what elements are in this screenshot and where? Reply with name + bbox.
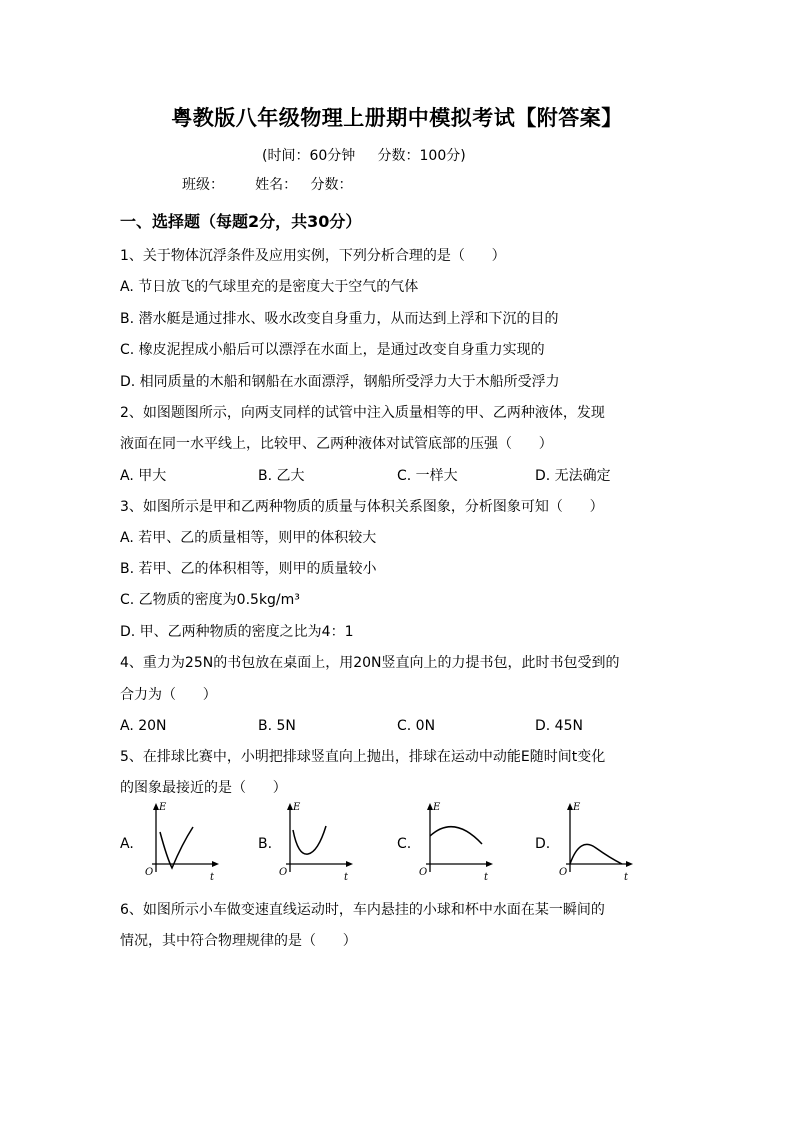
x-axis-arrow xyxy=(486,861,493,867)
q5-stem-line2: 的图象最接近的是（ ） xyxy=(120,780,287,796)
energy-curve xyxy=(430,827,482,844)
q6-stem-line2: 情况，其中符合物理规律的是（ ） xyxy=(120,933,357,949)
q4-option-d: D. 45N xyxy=(535,718,583,734)
q5-option-c-label: C. xyxy=(397,836,412,852)
origin-label: O xyxy=(559,867,568,878)
q4-stem-line1: 4、重力为25N的书包放在桌面上，用20N竖直向上的力提书包，此时书包受到的 xyxy=(120,655,620,671)
q3-stem: 3、如图所示是甲和乙两种物质的质量与体积关系图象，分析图象可知（ ） xyxy=(120,499,604,515)
q5-graph-d xyxy=(556,800,636,882)
axis-label-e: E xyxy=(293,802,301,813)
q2-option-c: C. 一样大 xyxy=(397,468,458,484)
origin-label: O xyxy=(279,867,288,878)
section-heading: 一、选择题（每题2分，共30分） xyxy=(120,212,362,231)
q2-option-d: D. 无法确定 xyxy=(535,468,611,484)
q3-option-c: C. 乙物质的密度为0.5kg/m³ xyxy=(120,592,300,608)
origin-label: O xyxy=(419,867,428,878)
energy-curve xyxy=(570,844,622,864)
q5-option-b-label: B. xyxy=(258,836,273,852)
q1-option-a: A. 节日放飞的气球里充的是密度大于空气的气体 xyxy=(120,279,419,295)
q2-stem-line1: 2、如图题图所示，向两支同样的试管中注入质量相等的甲、乙两种液体，发现 xyxy=(120,405,605,421)
axis-label-t: t xyxy=(210,872,215,883)
exam-subtitle: (时间：60分钟 分数：100分) xyxy=(262,148,466,164)
x-axis-arrow xyxy=(212,861,219,867)
axis-label-t: t xyxy=(484,872,489,883)
axis-label-e: E xyxy=(433,802,441,813)
q2-stem-line2: 液面在同一水平线上，比较甲、乙两种液体对试管底部的压强（ ） xyxy=(120,436,553,452)
q1-option-d: D. 相同质量的木船和钢船在水面漂浮，钢船所受浮力大于木船所受浮力 xyxy=(120,374,560,390)
q3-option-d: D. 甲、乙两种物质的密度之比为4：1 xyxy=(120,624,354,640)
q3-option-b: B. 若甲、乙的体积相等，则甲的质量较小 xyxy=(120,561,377,577)
q5-graph-b xyxy=(276,800,356,882)
student-info-line: 班级： 姓名： 分数： xyxy=(182,177,353,193)
q4-option-a: A. 20N xyxy=(120,718,167,734)
q2-option-a: A. 甲大 xyxy=(120,468,167,484)
q5-graph-a xyxy=(142,800,222,882)
origin-label: O xyxy=(145,867,154,878)
axis-label-e: E xyxy=(159,802,167,813)
q1-option-c: C. 橡皮泥捏成小船后可以漂浮在水面上，是通过改变自身重力实现的 xyxy=(120,342,545,358)
q6-stem-line1: 6、如图所示小车做变速直线运动时，车内悬挂的小球和杯中水面在某一瞬间的 xyxy=(120,902,605,918)
q5-stem-line1: 5、在排球比赛中，小明把排球竖直向上抛出，排球在运动中动能E随时间t变化 xyxy=(120,749,606,765)
x-axis-arrow xyxy=(626,861,633,867)
energy-curve xyxy=(160,827,193,868)
energy-curve xyxy=(293,826,326,854)
x-axis-arrow xyxy=(346,861,353,867)
q1-option-b: B. 潜水艇是通过排水、吸水改变自身重力，从而达到上浮和下沉的目的 xyxy=(120,311,559,327)
q4-stem-line2: 合力为（ ） xyxy=(120,687,217,703)
axis-label-t: t xyxy=(624,872,629,883)
q4-option-b: B. 5N xyxy=(258,718,296,734)
q2-option-b: B. 乙大 xyxy=(258,468,305,484)
axis-label-t: t xyxy=(344,872,349,883)
q5-graph-c xyxy=(416,800,496,882)
q3-option-a: A. 若甲、乙的质量相等，则甲的体积较大 xyxy=(120,530,377,546)
q5-option-d-label: D. xyxy=(535,836,551,852)
q5-option-a-label: A. xyxy=(120,836,134,852)
q1-stem: 1、关于物体沉浮条件及应用实例，下列分析合理的是（ ） xyxy=(120,248,506,264)
exam-title: 粤教版八年级物理上册期中模拟考试【附答案】 xyxy=(171,105,623,130)
axis-label-e: E xyxy=(573,802,581,813)
q4-option-c: C. 0N xyxy=(397,718,436,734)
